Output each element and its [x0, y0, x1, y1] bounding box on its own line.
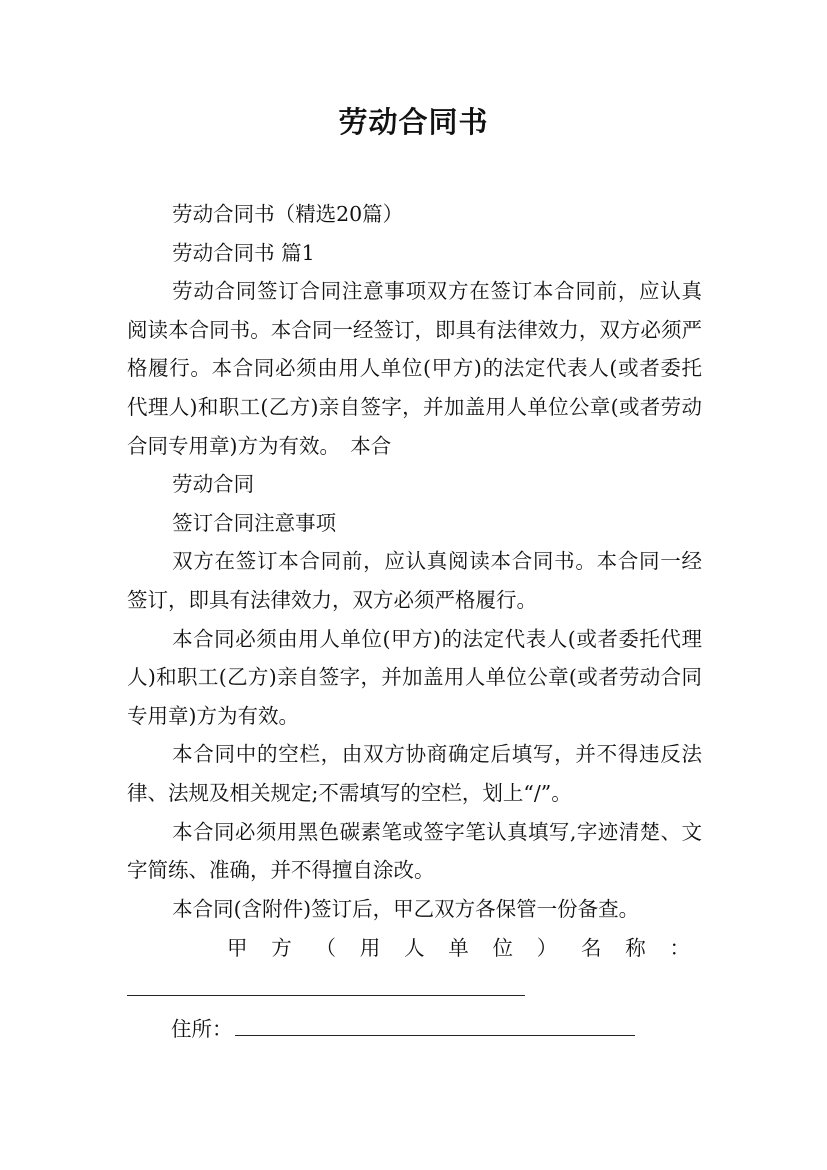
paragraph-heading-notes: 签订合同注意事项 [172, 510, 337, 535]
party-a-char: 甲 [227, 936, 248, 960]
document-body [127, 195, 702, 928]
party-a-char: （ [315, 936, 336, 960]
address-row [171, 1010, 233, 1049]
document-title: 劳动合同书 [338, 105, 489, 139]
paragraph-note-5: 本合同(含附件)签订后，甲乙双方各保管一份备查。 [172, 896, 640, 921]
paragraph-subtitle: 劳动合同书（精选20篇） [172, 202, 404, 226]
paragraph-note-3: 本合同中的空栏，由双方协商确定后填写，并不得违反法律、法规及相关规定;不需填写的空栏，划上“/”。 [127, 742, 702, 805]
paragraph-section-heading: 劳动合同书 篇1 [172, 240, 315, 265]
party-a-char: ： [669, 936, 690, 960]
address-blank [235, 1035, 635, 1036]
party-a-char: 单 [448, 936, 469, 960]
paragraph-note-2: 本合同必须由用人单位(甲方)的法定代表人(或者委托代理人)和职工(乙方)亲自签字，并加盖用人单位公章(或者劳动合同专用章)方为有效。 [127, 626, 702, 728]
address-label: 住所： [171, 1017, 233, 1041]
party-a-char: 方 [271, 936, 292, 960]
party-a-char: 位 [492, 936, 513, 960]
paragraph-note-1: 双方在签订本合同前，应认真阅读本合同书。本合同一经签订，即具有法律效力，双方必须严格履行。 [127, 549, 702, 612]
party-a-name-label [227, 929, 690, 968]
party-a-char: 用 [359, 936, 381, 960]
paragraph-heading-contract: 劳动合同 [172, 472, 255, 497]
party-a-char: 人 [404, 936, 425, 960]
paragraph-intro: 劳动合同签订合同注意事项双方在签订本合同前，应认真阅读本合同书。本合同一经签订，即具有法律效力，双方必须严格履行。本合同必须由用人单位(甲方)的法定代表人(或者委托代理人)和职工(乙方)亲自签字，并加盖用人单位公章(或者劳动合同专用章)方为有效。 本合 [127, 279, 702, 458]
party-a-name-blank [127, 995, 525, 996]
party-a-char: 名 [581, 936, 602, 960]
party-a-char: 称 [625, 936, 646, 960]
paragraph-note-4: 本合同必须用黑色碳素笔或签字笔认真填写,字迹清楚、文字简练、准确，并不得擅自涂改。 [127, 819, 702, 883]
party-a-char: ） [536, 936, 558, 960]
